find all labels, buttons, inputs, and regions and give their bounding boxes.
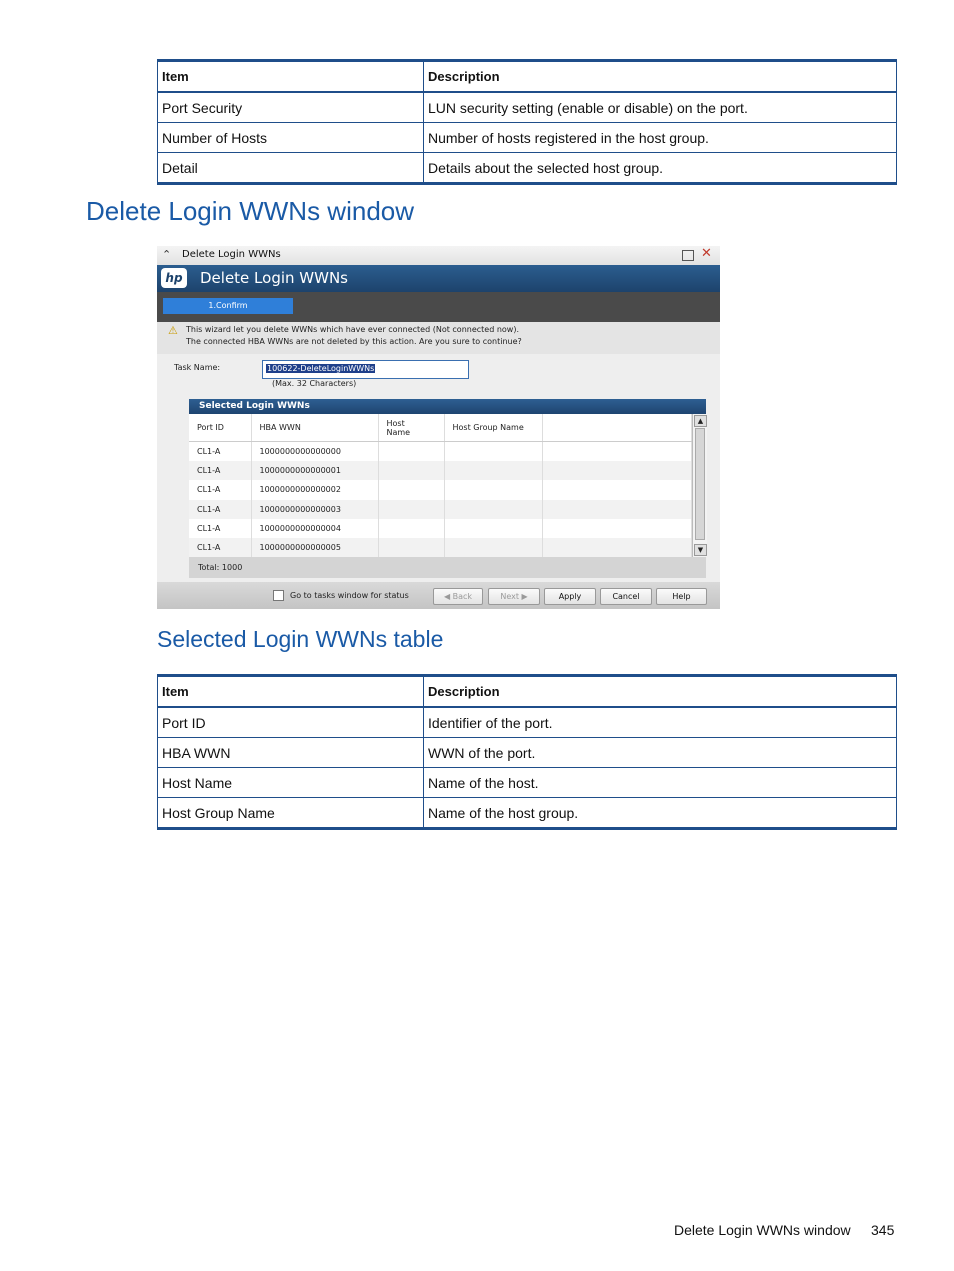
collapse-icon[interactable]: ⌃ xyxy=(162,248,172,261)
column-header-empty xyxy=(542,414,692,442)
task-name-label: Task Name: xyxy=(174,363,221,372)
notice-line-1: This wizard let you delete WWNs which have ever connected (Not connected now). xyxy=(186,325,520,334)
wizard-step-bar xyxy=(157,292,720,322)
host-name-cell xyxy=(378,519,444,538)
column-header-hba-wwn[interactable]: HBA WWN xyxy=(251,414,378,442)
item-cell: HBA WWN xyxy=(158,738,424,768)
maximize-icon[interactable] xyxy=(682,250,694,261)
filler-cell xyxy=(542,442,692,462)
host-group-name-cell xyxy=(444,461,542,480)
port-id-cell: CL1-A xyxy=(189,461,251,480)
table-row[interactable] xyxy=(189,442,692,462)
table-row[interactable] xyxy=(189,480,692,499)
table-row[interactable] xyxy=(189,538,692,557)
window-title-bar xyxy=(157,246,720,266)
hp-logo: hp xyxy=(161,268,187,288)
column-header-description: Description xyxy=(424,61,897,93)
description-cell: LUN security setting (enable or disable) on the port. xyxy=(424,92,897,123)
host-group-name-cell xyxy=(444,500,542,519)
wizard-banner xyxy=(157,265,720,292)
total-count: Total: 1000 xyxy=(198,563,243,572)
item-cell: Detail xyxy=(158,153,424,184)
description-cell: Name of the host group. xyxy=(424,798,897,829)
scroll-thumb[interactable] xyxy=(695,428,705,540)
go-to-tasks-label: Go to tasks window for status xyxy=(290,591,409,600)
apply-button[interactable]: Apply xyxy=(544,588,596,605)
host-group-name-cell xyxy=(444,442,542,462)
port-id-cell: CL1-A xyxy=(189,480,251,499)
panel-title: Selected Login WWNs xyxy=(199,401,310,411)
scroll-up-icon[interactable]: ▲ xyxy=(694,415,707,427)
column-header-item: Item xyxy=(158,676,424,708)
host-name-cell xyxy=(378,442,444,462)
close-icon[interactable]: ✕ xyxy=(701,246,712,261)
hba-wwn-cell: 1000000000000004 xyxy=(251,519,378,538)
item-cell: Port Security xyxy=(158,92,424,123)
hba-wwn-cell: 1000000000000001 xyxy=(251,461,378,480)
table-row xyxy=(158,798,897,829)
column-header-item: Item xyxy=(158,61,424,93)
description-cell: Details about the selected host group. xyxy=(424,153,897,184)
grid-scrollbar[interactable] xyxy=(692,414,707,557)
filler-cell xyxy=(542,538,692,557)
table-row xyxy=(158,123,897,153)
port-id-cell: CL1-A xyxy=(189,538,251,557)
step-confirm[interactable]: 1.Confirm xyxy=(163,298,293,314)
host-name-header-line-1: Host xyxy=(386,418,405,428)
port-id-cell: CL1-A xyxy=(189,500,251,519)
wizard-notice xyxy=(157,322,720,354)
description-cell: Number of hosts registered in the host group. xyxy=(424,123,897,153)
table-row xyxy=(158,768,897,798)
item-cell: Port ID xyxy=(158,707,424,738)
grid-total-bar xyxy=(189,557,706,578)
next-button[interactable]: Next ▶ xyxy=(488,588,540,605)
filler-cell xyxy=(542,519,692,538)
help-button[interactable]: Help xyxy=(656,588,707,605)
item-cell: Host Name xyxy=(158,768,424,798)
footer-title: Delete Login WWNs window xyxy=(674,1222,851,1238)
scroll-down-icon[interactable]: ▼ xyxy=(694,544,707,556)
page-number: 345 xyxy=(871,1222,895,1238)
wizard-title: Delete Login WWNs xyxy=(200,269,348,287)
item-description-table-1 xyxy=(157,59,897,185)
hba-wwn-cell: 1000000000000002 xyxy=(251,480,378,499)
hba-wwn-cell: 1000000000000005 xyxy=(251,538,378,557)
table-row xyxy=(158,153,897,184)
task-name-hint: (Max. 32 Characters) xyxy=(272,379,357,388)
hba-wwn-cell: 1000000000000003 xyxy=(251,500,378,519)
host-name-header-line-2: Name xyxy=(386,427,411,437)
table-row[interactable] xyxy=(189,500,692,519)
description-cell: WWN of the port. xyxy=(424,738,897,768)
host-name-cell xyxy=(378,538,444,557)
host-name-cell xyxy=(378,461,444,480)
table-row xyxy=(158,707,897,738)
column-header-host-group-name[interactable]: Host Group Name xyxy=(444,414,542,442)
column-header-description: Description xyxy=(424,676,897,708)
table-row xyxy=(158,92,897,123)
filler-cell xyxy=(542,480,692,499)
cancel-button[interactable]: Cancel xyxy=(600,588,652,605)
task-name-input[interactable] xyxy=(262,360,469,379)
notice-line-2: The connected HBA WWNs are not deleted by this action. Are you sure to continue? xyxy=(186,337,522,346)
item-cell: Number of Hosts xyxy=(158,123,424,153)
back-button[interactable]: ◀ Back xyxy=(433,588,483,605)
section-title-delete-login-wwns-window: Delete Login WWNs window xyxy=(86,196,415,226)
warning-icon: ⚠ xyxy=(168,324,178,337)
host-name-cell xyxy=(378,480,444,499)
task-name-value: 100622-DeleteLoginWWNs xyxy=(267,364,375,373)
host-name-cell xyxy=(378,500,444,519)
port-id-cell: CL1-A xyxy=(189,519,251,538)
column-header-host-name[interactable] xyxy=(378,414,444,442)
table-row[interactable] xyxy=(189,461,692,480)
host-group-name-cell xyxy=(444,480,542,499)
hba-wwn-cell: 1000000000000000 xyxy=(251,442,378,462)
section-title-selected-login-wwns-table: Selected Login WWNs table xyxy=(157,626,444,652)
description-cell: Name of the host. xyxy=(424,768,897,798)
wizard-footer xyxy=(157,582,720,609)
host-group-name-cell xyxy=(444,519,542,538)
item-cell: Host Group Name xyxy=(158,798,424,829)
host-group-name-cell xyxy=(444,538,542,557)
item-description-table-2 xyxy=(157,674,897,830)
selected-login-wwns-grid xyxy=(189,414,692,557)
filler-cell xyxy=(542,461,692,480)
filler-cell xyxy=(542,500,692,519)
port-id-cell: CL1-A xyxy=(189,442,251,462)
delete-login-wwns-window-screenshot xyxy=(157,246,720,609)
description-cell: Identifier of the port. xyxy=(424,707,897,738)
selected-login-wwns-panel-header xyxy=(189,399,706,414)
table-row xyxy=(158,738,897,768)
table-row[interactable] xyxy=(189,519,692,538)
column-header-port-id[interactable]: Port ID xyxy=(189,414,251,442)
go-to-tasks-checkbox[interactable] xyxy=(273,590,284,601)
window-title: Delete Login WWNs xyxy=(182,249,281,260)
